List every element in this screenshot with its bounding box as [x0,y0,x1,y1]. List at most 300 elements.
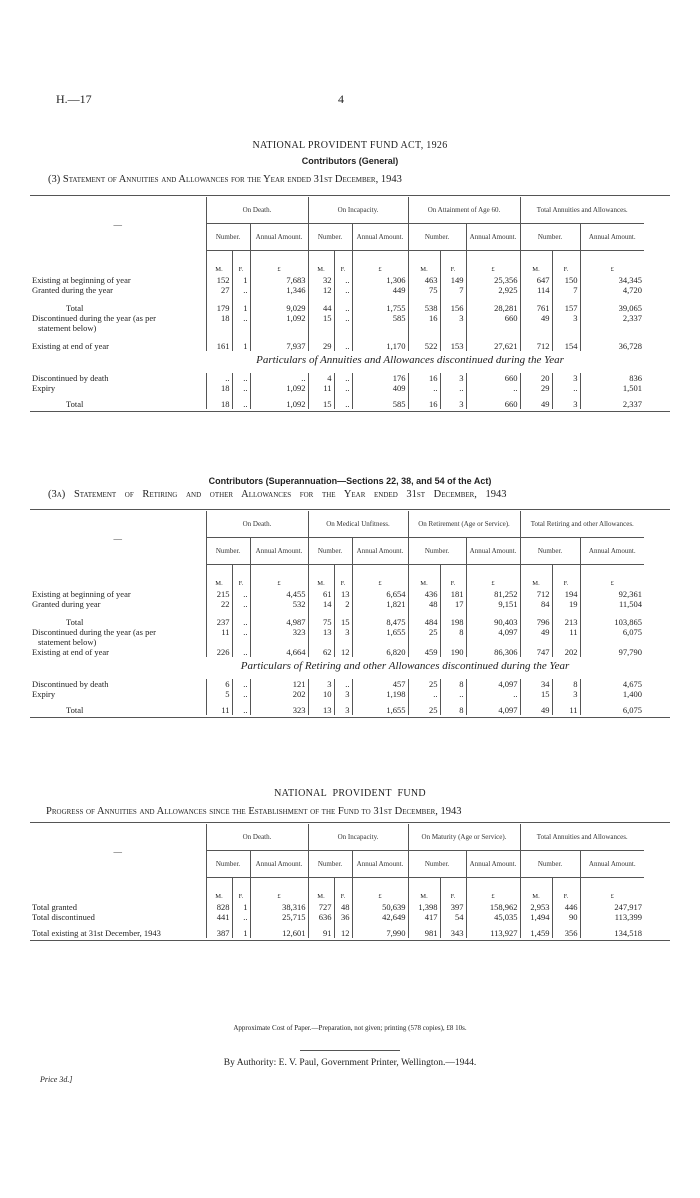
particulars-gap-cell [30,657,206,679]
value-cell: 9,029 [250,303,308,313]
value-cell: 1 [232,928,250,938]
spacer-cell [520,251,552,266]
spacer-cell [408,878,440,893]
value-cell: 343 [440,928,466,938]
value-cell: 449 [352,285,408,295]
table-row [30,275,644,285]
value-cell: 25,356 [466,275,520,285]
number-header: Number. [520,224,580,251]
particulars-row-label: Expiry [32,383,56,393]
value-cell: 636 [308,912,334,922]
header-group-row [30,511,644,538]
value-cell: 538 [408,303,440,313]
column-group-4: Total Annuities and Allowances. [520,824,644,851]
value-cell: 215 [206,589,232,599]
annual-amount-header: Annual Amount. [352,851,408,878]
particulars-gap-cell [552,657,580,679]
number-header: Number. [408,224,466,251]
units-label-cell [30,579,206,589]
gap-cell [334,609,352,617]
value-cell: .. [334,303,352,313]
section1-top-rule [30,195,670,196]
particulars-gap-cell [580,657,644,679]
annual-amount-header: Annual Amount. [580,538,644,565]
value-cell: 3 [334,627,352,647]
value-cell: 459 [408,647,440,657]
spacer-cell [232,251,250,266]
particulars-row-label: Total [66,399,84,409]
value-cell: 61 [308,589,334,599]
spacer-cell [250,251,308,266]
gap-row [30,609,644,617]
value-cell: 48 [334,902,352,912]
annual-amount-header: Annual Amount. [250,538,308,565]
particulars-value-cell: .. [232,373,250,383]
value-cell: .. [334,275,352,285]
spacer-cell [552,565,580,580]
particulars-value-cell: 20 [520,373,552,383]
particulars-value-cell: 409 [352,383,408,393]
value-cell: 32 [308,275,334,285]
gap-cell [308,609,334,617]
particulars-value-cell: 323 [250,705,308,715]
spacer-cell [30,565,206,580]
column-group-3: On Attainment of Age 60. [408,197,520,224]
value-cell: 75 [308,617,334,627]
spacer-cell [206,878,232,893]
value-cell: 92,361 [580,589,644,599]
value-cell: 7,937 [250,341,308,351]
unit-cell: £ [352,892,408,902]
value-cell: 19 [552,599,580,609]
row-label [30,313,206,333]
value-cell: 532 [250,599,308,609]
annual-amount-header: Annual Amount. [352,224,408,251]
table-row [30,589,644,599]
table-row [30,627,644,647]
spacer-cell [232,878,250,893]
header-group-row [30,197,644,224]
value-cell: 1,306 [352,275,408,285]
act-title: NATIONAL PROVIDENT FUND ACT, 1926 [252,140,448,151]
row-label-line1: Discontinued during the year (as per [32,313,156,323]
number-header: Number. [206,851,250,878]
spacer-cell [334,878,352,893]
table-row [30,285,644,295]
value-cell: 2 [334,599,352,609]
particulars-value-cell: 585 [352,399,408,409]
spacer-cell [206,251,232,266]
spacer-cell [352,878,408,893]
value-cell: 6,075 [580,627,644,647]
particulars-value-cell: 176 [352,373,408,383]
gap-cell [440,295,466,303]
particulars-value-cell: 6 [206,679,232,689]
particulars-value-cell: .. [206,373,232,383]
particulars-gap-row [30,351,644,373]
particulars-value-cell: 1,501 [580,383,644,393]
particulars-value-cell: .. [408,689,440,699]
spacer-cell [552,251,580,266]
value-cell: 1,092 [250,313,308,333]
column-group-3: On Maturity (Age or Service). [408,824,520,851]
gap-cell [466,333,520,341]
value-cell: 149 [440,275,466,285]
particulars-value-cell: .. [440,689,466,699]
particulars-value-cell: .. [232,705,250,715]
unit-cell: M. [520,892,552,902]
units-row [30,579,644,589]
particulars-row-label: Discontinued by death [32,373,109,383]
particulars-value-cell: 1,198 [352,689,408,699]
particulars-value-cell: 3 [552,373,580,383]
row-label: Existing at end of year [32,647,109,657]
value-cell: 1 [232,275,250,285]
spacer-cell [520,565,552,580]
particulars-gap-cell [206,351,232,373]
particulars-gap-cell [250,657,308,679]
particulars-value-cell: 11 [206,705,232,715]
particulars-gap-cell [308,351,334,373]
gap-cell [580,333,644,341]
row-label: Total granted [32,902,77,912]
units-label-cell [30,892,206,902]
price-note: Price 3d.] [40,1075,73,1084]
value-cell: 15 [334,617,352,627]
value-cell: 90 [552,912,580,922]
value-cell: 11,504 [580,599,644,609]
unit-cell: M. [206,579,232,589]
particulars-row [30,679,644,689]
value-cell: 48 [408,599,440,609]
gap-cell [408,295,440,303]
unit-cell: M. [308,892,334,902]
unit-cell: F. [334,265,352,275]
number-header: Number. [520,851,580,878]
unit-cell: F. [232,265,250,275]
particulars-value-cell: 34 [520,679,552,689]
gap-cell [206,609,232,617]
particulars-value-cell: 3 [334,689,352,699]
gap-cell [408,609,440,617]
value-cell: 3 [552,313,580,333]
number-header: Number. [408,538,466,565]
number-header: Number. [206,224,250,251]
value-cell: 4,987 [250,617,308,627]
particulars-value-cell: 660 [466,373,520,383]
value-cell: 49 [520,627,552,647]
gap-cell [580,295,644,303]
value-cell: 660 [466,313,520,333]
gap-cell [206,333,232,341]
table-bottom-rule [30,940,670,941]
value-cell: 1 [232,902,250,912]
gap-cell [308,333,334,341]
value-cell: 585 [352,313,408,333]
particulars-gap-cell [466,657,520,679]
gap-cell [552,333,580,341]
particulars-value-cell: .. [334,679,352,689]
value-cell: 8 [440,627,466,647]
particulars-gap-cell [408,351,440,373]
table-bottom-rule [30,717,670,718]
value-cell: 8,475 [352,617,408,627]
value-cell: 157 [552,303,580,313]
particulars-value-cell: .. [250,373,308,383]
particulars-value-cell: 1,092 [250,399,308,409]
row-label-line1: Discontinued during the year (as per [32,627,156,637]
value-cell: 4,664 [250,647,308,657]
value-cell: .. [232,589,250,599]
spacer-cell [334,251,352,266]
value-cell: 647 [520,275,552,285]
value-cell: 3 [440,313,466,333]
value-cell: 247,917 [580,902,644,912]
value-cell: .. [334,313,352,333]
value-cell: .. [232,313,250,333]
spacer-cell [580,565,644,580]
particulars-value-cell: 49 [520,399,552,409]
row-label: Total existing at 31st December, 1943 [32,928,161,938]
section3-top-rule [30,822,670,823]
value-cell: 747 [520,647,552,657]
particulars-gap-cell [466,351,520,373]
particulars-value-cell: 8 [440,679,466,689]
column-group-2: On Medical Unfitness. [308,511,408,538]
table-row [30,303,644,313]
gap-cell [250,333,308,341]
value-cell: 1,346 [250,285,308,295]
value-cell: 828 [206,902,232,912]
value-cell: 237 [206,617,232,627]
particulars-gap-cell [352,657,408,679]
unit-cell: M. [408,892,440,902]
units-row [30,892,644,902]
spacer-cell [440,878,466,893]
value-cell: 90,403 [466,617,520,627]
row-label-line2: statement below) [38,637,97,647]
value-cell: 4,455 [250,589,308,599]
particulars-value-cell: 4,097 [466,705,520,715]
row-label-line2: statement below) [38,323,97,333]
section2-statement [48,489,668,500]
spacer-cell [440,251,466,266]
particulars-value-cell: 3 [552,689,580,699]
row-label: Total discontinued [32,912,95,922]
section2-table [30,511,644,715]
section3-title: NATIONAL PROVIDENT FUND [274,788,426,799]
value-cell: 1,170 [352,341,408,351]
gap-row [30,333,644,341]
unit-cell: F. [440,265,466,275]
value-cell: 16 [408,313,440,333]
value-cell: 7,683 [250,275,308,285]
gap-cell [520,295,552,303]
value-cell: 22 [206,599,232,609]
particulars-gap-cell [232,351,250,373]
column-group-3: On Retirement (Age or Service). [408,511,520,538]
section3-table [30,824,644,938]
spacer-row [30,251,644,266]
gap-cell [440,609,466,617]
value-cell: 522 [408,341,440,351]
particulars-value-cell: 11 [308,383,334,393]
particulars-value-cell: 1,400 [580,689,644,699]
value-cell: 1,755 [352,303,408,313]
unit-cell: F. [232,892,250,902]
particulars-gap-row [30,657,644,679]
particulars-value-cell: 457 [352,679,408,689]
particulars-value-cell: 3 [440,373,466,383]
section2-statement-text: Statement of Retiring and other Allowances for the Year ended 31st December, 1943 [73,489,507,500]
gap-cell [232,609,250,617]
particulars-value-cell: 3 [334,705,352,715]
value-cell: 13 [334,589,352,599]
value-cell: 152 [206,275,232,285]
value-cell: 727 [308,902,334,912]
value-cell: 45,035 [466,912,520,922]
spacer-cell [466,251,520,266]
particulars-value-cell: .. [408,383,440,393]
value-cell: 84 [520,599,552,609]
value-cell: 38,316 [250,902,308,912]
particulars-value-cell: 49 [520,705,552,715]
value-cell: 484 [408,617,440,627]
table-row [30,912,644,922]
spacer-cell [308,565,334,580]
value-cell: 42,649 [352,912,408,922]
spacer-cell [308,878,334,893]
gap-cell [334,295,352,303]
particulars-value-cell: 3 [552,399,580,409]
particulars-value-cell: 3 [308,679,334,689]
gap-cell [232,295,250,303]
spacer-cell [440,565,466,580]
value-cell: .. [232,617,250,627]
spacer-cell [580,878,644,893]
particulars-value-cell: 15 [520,689,552,699]
particulars-value-cell: 4,675 [580,679,644,689]
table-bottom-rule [30,411,670,412]
value-cell: 11 [206,627,232,647]
annual-amount-header: Annual Amount. [250,851,308,878]
value-cell: 2,337 [580,313,644,333]
header-dash-cell: — [113,218,122,229]
value-cell: 28,281 [466,303,520,313]
unit-cell: M. [408,579,440,589]
value-cell: 62 [308,647,334,657]
particulars-row-label: Expiry [32,689,56,699]
footer-rule [300,1050,400,1051]
value-cell: 194 [552,589,580,599]
units-label-cell [30,265,206,275]
spacer-cell [466,565,520,580]
particulars-value-cell: 202 [250,689,308,699]
spacer-cell [30,878,206,893]
unit-cell: £ [352,579,408,589]
unit-cell: £ [580,265,644,275]
annual-amount-header: Annual Amount. [250,224,308,251]
particulars-gap-cell [580,351,644,373]
unit-cell: M. [206,892,232,902]
row-label: Granted during year [32,599,101,609]
value-cell: 1,398 [408,902,440,912]
column-group-4: Total Retiring and other Allowances. [520,511,644,538]
particulars-value-cell: 1,655 [352,705,408,715]
value-cell: .. [232,599,250,609]
particulars-gap-cell [408,657,440,679]
particulars-gap-cell [232,657,250,679]
particulars-value-cell: 8 [552,679,580,689]
value-cell: 9,151 [466,599,520,609]
row-label: Existing at beginning of year [32,275,131,285]
value-cell: 441 [206,912,232,922]
unit-cell: £ [250,265,308,275]
particulars-value-cell: 18 [206,399,232,409]
value-cell: 114 [520,285,552,295]
table-row [30,599,644,609]
number-header: Number. [308,538,352,565]
row-label: Existing at beginning of year [32,589,131,599]
spacer-cell [466,878,520,893]
gap-cell [206,295,232,303]
spacer-cell [352,251,408,266]
value-cell: 796 [520,617,552,627]
unit-cell: F. [334,579,352,589]
value-cell: 190 [440,647,466,657]
particulars-value-cell: .. [466,689,520,699]
spacer-cell [408,251,440,266]
gap-cell [308,295,334,303]
cost-note: Approximate Cost of Paper.—Preparation, not given; printing (578 copies), £8 10s. [233,1024,467,1032]
value-cell: 463 [408,275,440,285]
value-cell: 2,953 [520,902,552,912]
particulars-value-cell: .. [232,383,250,393]
value-cell: 981 [408,928,440,938]
section1-number: (3) [48,174,61,185]
value-cell: 446 [552,902,580,912]
value-cell: 417 [408,912,440,922]
report-reference: H.—17 [56,92,92,106]
section2-number: (3a) [48,489,66,500]
value-cell: 397 [440,902,466,912]
value-cell: 226 [206,647,232,657]
gap-cell [520,609,552,617]
section3-statement: Progress of Annuities and Allowances since the Establishment of the Fund to 31st December, 1943 [46,806,462,817]
particulars-value-cell: .. [552,383,580,393]
gap-cell [552,295,580,303]
column-group-1: On Death. [206,824,308,851]
spacer-cell [232,565,250,580]
value-cell: 12 [334,647,352,657]
unit-cell: F. [552,892,580,902]
spacer-cell [552,878,580,893]
value-cell: 27 [206,285,232,295]
unit-cell: F. [334,892,352,902]
value-cell: 113,399 [580,912,644,922]
gap-cell [352,333,408,341]
unit-cell: £ [580,892,644,902]
value-cell: 29 [308,341,334,351]
particulars-gap-cell [520,657,552,679]
column-group-4: Total Annuities and Allowances. [520,197,644,224]
gap-cell [30,295,206,303]
spacer-cell [520,878,552,893]
spacer-cell [206,565,232,580]
column-group-2: On Incapacity. [308,197,408,224]
gap-cell [466,295,520,303]
value-cell: 202 [552,647,580,657]
